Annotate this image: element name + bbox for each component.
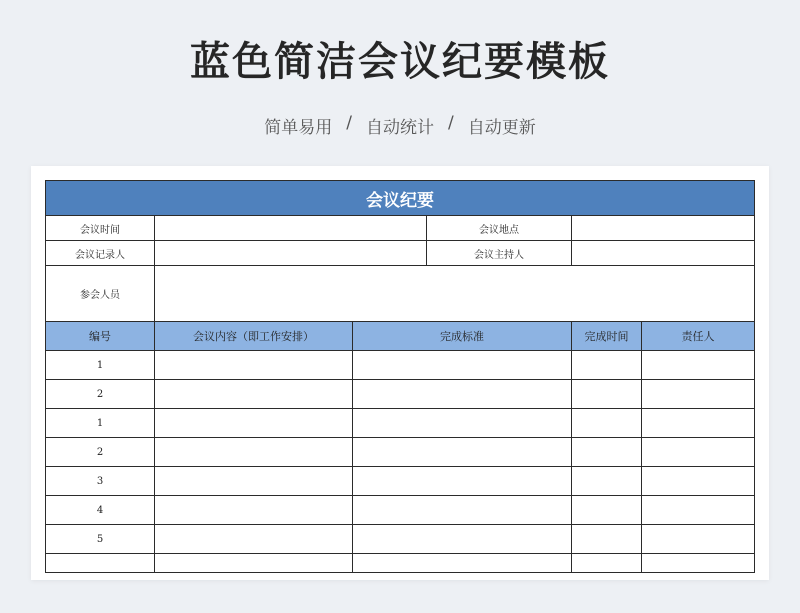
separator: / [448, 113, 454, 133]
cell-deadline[interactable] [572, 554, 642, 573]
table-row [46, 380, 755, 409]
cell-standard[interactable] [353, 467, 572, 496]
cell-content[interactable] [155, 438, 353, 467]
form-title-row [46, 181, 755, 216]
table-row [46, 438, 755, 467]
cell-deadline[interactable] [572, 380, 642, 409]
attendees-row [46, 266, 755, 322]
table-row [46, 351, 755, 380]
feature-list [0, 113, 800, 138]
cell-standard[interactable] [353, 554, 572, 573]
col-header-standard: 完成标准 [353, 322, 572, 351]
label-meeting-place: 会议地点 [427, 216, 572, 241]
info-row-people [46, 241, 755, 266]
cell-deadline[interactable] [572, 351, 642, 380]
value-meeting-place[interactable] [572, 216, 755, 241]
table-row [46, 467, 755, 496]
table-row [46, 525, 755, 554]
cell-owner[interactable] [642, 554, 755, 573]
label-attendees: 参会人员 [46, 266, 155, 322]
cell-content[interactable] [155, 351, 353, 380]
table-row [46, 409, 755, 438]
cell-content[interactable] [155, 496, 353, 525]
cell-content[interactable] [155, 554, 353, 573]
cell-deadline[interactable] [572, 409, 642, 438]
col-header-content: 会议内容（即工作安排） [155, 322, 353, 351]
feature-item: 简单易用 [264, 118, 333, 138]
page-title: 蓝色简洁会议纪要模板 [190, 39, 610, 85]
row-number: 1 [46, 351, 155, 380]
row-number: 5 [46, 525, 155, 554]
form-title: 会议纪要 [46, 181, 755, 216]
table-row [46, 554, 755, 573]
info-row-time [46, 216, 755, 241]
cell-deadline[interactable] [572, 467, 642, 496]
row-number: 3 [46, 467, 155, 496]
value-host[interactable] [572, 241, 755, 266]
cell-deadline[interactable] [572, 525, 642, 554]
row-number: 2 [46, 438, 155, 467]
cell-owner[interactable] [642, 438, 755, 467]
row-number: 2 [46, 380, 155, 409]
col-header-deadline: 完成时间 [572, 322, 642, 351]
label-recorder: 会议记录人 [46, 241, 155, 266]
cell-content[interactable] [155, 380, 353, 409]
row-number: 4 [46, 496, 155, 525]
cell-owner[interactable] [642, 496, 755, 525]
cell-owner[interactable] [642, 409, 755, 438]
cell-content[interactable] [155, 467, 353, 496]
column-header-row [46, 322, 755, 351]
minutes-table [45, 180, 755, 573]
cell-owner[interactable] [642, 525, 755, 554]
table-row [46, 496, 755, 525]
cell-owner[interactable] [642, 380, 755, 409]
cell-standard[interactable] [353, 525, 572, 554]
label-meeting-time: 会议时间 [46, 216, 155, 241]
cell-standard[interactable] [353, 496, 572, 525]
spreadsheet-preview [31, 166, 769, 580]
cell-standard[interactable] [353, 380, 572, 409]
cell-deadline[interactable] [572, 438, 642, 467]
label-host: 会议主持人 [427, 241, 572, 266]
feature-item: 自动更新 [467, 118, 536, 138]
cell-owner[interactable] [642, 351, 755, 380]
feature-item: 自动统计 [366, 118, 434, 138]
separator: / [346, 113, 352, 133]
cell-standard[interactable] [353, 351, 572, 380]
cell-standard[interactable] [353, 438, 572, 467]
row-number [46, 554, 155, 573]
value-meeting-time[interactable] [155, 216, 427, 241]
cell-standard[interactable] [353, 409, 572, 438]
value-recorder[interactable] [155, 241, 427, 266]
value-attendees[interactable] [155, 266, 755, 322]
col-header-owner: 责任人 [642, 322, 755, 351]
col-header-number: 编号 [46, 322, 155, 351]
cell-content[interactable] [155, 525, 353, 554]
cell-deadline[interactable] [572, 496, 642, 525]
cell-owner[interactable] [642, 467, 755, 496]
row-number: 1 [46, 409, 155, 438]
cell-content[interactable] [155, 409, 353, 438]
